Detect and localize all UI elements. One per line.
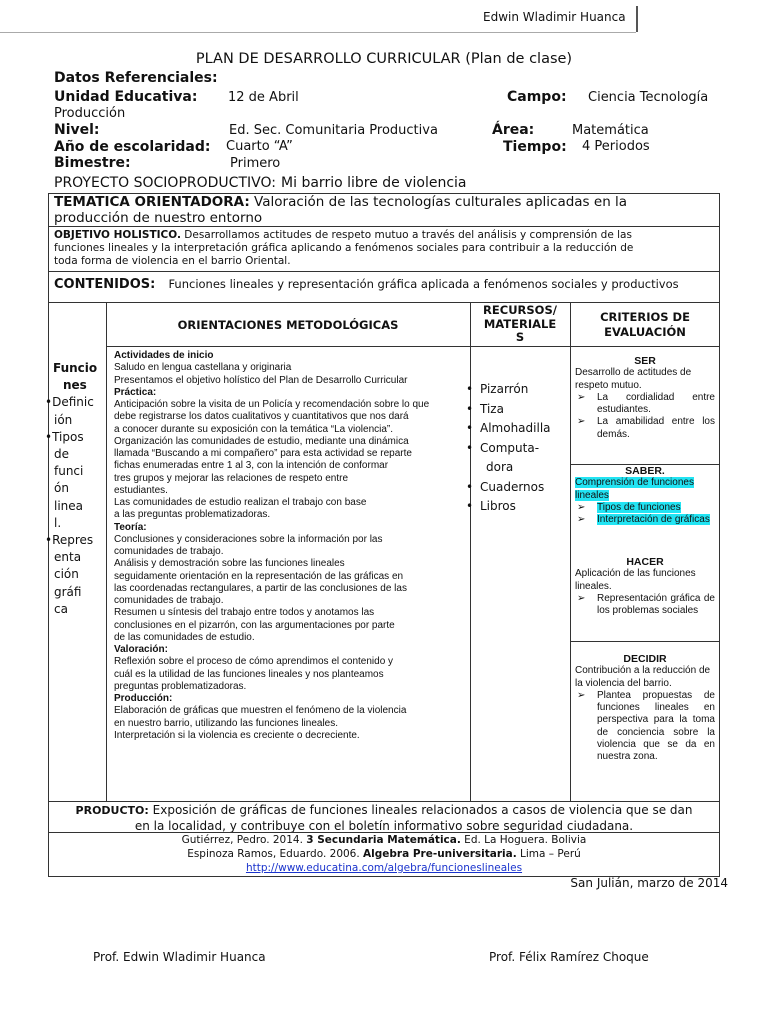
bullet-icon: • [466, 440, 474, 455]
recurso-item [466, 400, 551, 420]
header-author: Edwin Wladimir Huanca [483, 10, 626, 24]
criterio-item-text: La amabilidad entre los demás. [597, 416, 715, 440]
contenidos-label: CONTENIDOS: [54, 277, 156, 292]
header-divider [636, 6, 638, 32]
firma-left: Prof. Edwin Wladimir Huanca [93, 950, 266, 964]
funcion-item-text: Tipos [52, 429, 84, 444]
criterio-saber [575, 465, 715, 526]
recurso-label: Pizarrón [480, 382, 529, 396]
bullet-icon: • [45, 429, 53, 444]
funcion-item-line: ca [54, 601, 68, 616]
bullet-icon: • [466, 479, 474, 494]
criterios-divider-2 [570, 641, 720, 642]
recurso-item [466, 380, 551, 400]
actividad-heading: Práctica: [114, 386, 157, 398]
actividad-line: las coordenadas rectangulares, a partir de las conclusiones de las [114, 582, 407, 594]
actividad-line: llamada “Buscando a mi compañero” para esta actividad se reparte [114, 448, 412, 459]
anio-label: Año de escolaridad: [54, 139, 211, 155]
arrow-bullet-icon: ➢ [577, 416, 586, 428]
col-divider-1 [106, 302, 107, 802]
recurso-label: dora [486, 460, 514, 474]
bimestre-value: Primero [230, 156, 281, 171]
producto-label: PRODUCTO: [75, 804, 149, 817]
header-orientaciones: ORIENTACIONES METODOLÓGICAS [177, 318, 399, 332]
anio-value: Cuarto “A” [226, 139, 293, 154]
decidir-title: DECIDIR [623, 653, 667, 665]
nivel-value: Ed. Sec. Comunitaria Productiva [229, 123, 438, 138]
bullet-icon: • [466, 401, 474, 416]
actividad-line: Análisis y demostración sobre las funciones lineales [114, 558, 345, 570]
campo-value: Ciencia Tecnología [588, 90, 709, 105]
unidad-value: 12 de Abril [228, 90, 299, 105]
actividad-line: cuál es la utilidad de las funciones lineales y nos planteamos [114, 668, 384, 680]
recurso-item [466, 478, 551, 498]
funcion-item-line: linea [54, 498, 84, 513]
ref-2-post: Lima – Perú [516, 848, 581, 860]
actividad-line: seguidamente orientación en la representación de las gráficas en [114, 570, 404, 582]
criterio-item [575, 502, 715, 514]
funcion-item-text: Definic [52, 395, 94, 410]
recurso-item [466, 439, 551, 459]
tematica-label: TEMATICA ORIENTADORA: [54, 194, 250, 210]
funcion-item-line: de [54, 447, 69, 462]
actividad-line: a conocer durante su exposición con la temática “La violencia”. [114, 423, 394, 435]
ref-1-bold: 3 Secundaria Matemática. [306, 834, 461, 846]
ref-link-row [0, 862, 768, 875]
criterio-item-text: La cordialidad entre estudiantes. [597, 391, 715, 416]
producto-text [48, 803, 720, 833]
hacer-text: Aplicación de las funciones lineales. [575, 568, 696, 592]
ref-2-pre: Espinoza Ramos, Eduardo. 2006. [187, 848, 364, 860]
actividad-line: Anticipación sobre la visita de un Policía y recomendación sobre lo que [114, 399, 430, 410]
recurso-label: Computa- [480, 440, 540, 455]
arrow-bullet-icon: ➢ [577, 501, 586, 513]
actividad-line: a las preguntas problematizadoras. [114, 509, 271, 521]
funcion-item-line: gráfi [54, 584, 82, 599]
criterio-item [575, 416, 715, 441]
funcion-item-text: Repres [52, 533, 94, 548]
objetivo-line2: funciones lineales y la interpretación gráfica aplicando a fenómenos sociales para contribuir a la reducción de [54, 242, 634, 255]
criterio-item [575, 690, 715, 764]
actividad-line: Elaboración de gráficas que muestren el fenómeno de la violencia [114, 705, 407, 717]
tematica-text [54, 195, 627, 226]
header-rule [0, 32, 636, 33]
actividad-line: Resumen u síntesis del trabajo entre todos y anotamos las [114, 607, 375, 619]
actividad-line: preguntas problematizadoras. [114, 680, 247, 692]
bullet-icon: • [45, 395, 53, 410]
actividad-line: conclusiones en el pizarrón, con las argumentaciones por parte [114, 619, 395, 631]
fecha: San Julián, marzo de 2014 [570, 876, 728, 890]
criterio-item [575, 392, 715, 417]
recurso-label: Tiza [480, 401, 504, 416]
ref-link[interactable]: http://www.educatina.com/algebra/funcioneslineales [245, 862, 523, 874]
producto-line1: Exposición de gráficas de funciones lineales relacionados a casos de violencia que se dan [152, 803, 693, 817]
decidir-items [575, 690, 715, 764]
criterio-item-text: Interpretación de gráficas [597, 514, 710, 526]
ref-1-post: Ed. La Hoguera. Bolivia [460, 834, 587, 846]
arrow-bullet-icon: ➢ [577, 514, 586, 526]
objetivo-text [54, 229, 714, 269]
header-criterios-2: EVALUACIÓN [604, 324, 686, 339]
ser-title: SER [634, 355, 656, 367]
funcion-item-line: ión [54, 412, 73, 427]
criterio-item-text: Representación gráfica de los problemas sociales [597, 592, 715, 617]
recurso-label: Libros [480, 499, 516, 513]
recurso-item [466, 497, 551, 517]
actividad-heading: Actividades de inicio [114, 350, 214, 361]
tiempo-value: 4 Periodos [582, 139, 650, 154]
recurso-label: Cuadernos [480, 479, 545, 494]
recursos-list [466, 380, 551, 517]
funciones-items [46, 394, 104, 618]
objetivo-line3: toda forma de violencia en el barrio Oriental. [54, 255, 291, 268]
producto-line2: en la localidad, y contribuye con el boletín informativo sobre seguridad ciudadana. [134, 818, 634, 833]
objetivo-line1: Desarrollamos actitudes de respeto mutuo a través del análisis y comprensión de las [184, 229, 632, 241]
contenidos-value: Funciones lineales y representación gráfica aplicada a fenómenos sociales y productivos [168, 277, 679, 291]
saber-title: SABER. [625, 465, 665, 477]
bullet-icon: • [466, 382, 474, 396]
actividad-line: comunidades de trabajo. [114, 595, 224, 606]
recurso-label: Almohadilla [480, 421, 551, 435]
hacer-title: HACER [626, 556, 664, 568]
ser-items [575, 392, 715, 441]
actividad-line: Las comunidades de estudio realizan el trabajo con base [114, 497, 367, 508]
saber-items [575, 502, 715, 527]
actividad-line: debe registrarse los datos cualitativos y cuantitativos que nos dará [114, 411, 409, 423]
actividad-heading: Valoración: [114, 644, 168, 655]
firma-right: Prof. Félix Ramírez Choque [489, 950, 649, 964]
actividades-text [114, 350, 462, 742]
actividad-line: Conclusiones y consideraciones sobre la información por las [114, 533, 383, 545]
criterio-item [575, 593, 715, 618]
col-divider-2 [470, 302, 471, 802]
actividad-line: tres grupos y mejorar las relaciones de respeto entre [114, 472, 349, 484]
funcion-item-line [45, 429, 104, 446]
actividad-line: estudiantes. [114, 484, 168, 496]
funcion-item-line: ón [54, 481, 69, 496]
ref-1-pre: Gutiérrez, Pedro. 2014. [181, 834, 307, 846]
criterio-hacer [575, 556, 715, 617]
criterio-decidir [575, 653, 715, 764]
header-recursos [470, 304, 570, 345]
actividad-line: de las comunidades de estudio. [114, 631, 255, 643]
ref-2-bold: Algebra Pre-universitaria. [363, 848, 517, 860]
actividad-line: fichas enumeradas entre 1 al 3, con la intención de conformar [114, 460, 389, 472]
unidad-label: Unidad Educativa: [54, 89, 198, 105]
actividad-line: Saludo en lengua castellana y originaria [114, 362, 292, 374]
header-divider-row [106, 346, 720, 347]
ref-2 [0, 848, 768, 861]
funcion-item-line: ción [54, 567, 79, 582]
campo-value-cont: Producción [54, 106, 126, 121]
tiempo-label: Tiempo: [503, 139, 567, 155]
bullet-icon: • [466, 499, 474, 513]
ref-1 [0, 834, 768, 847]
funcion-item-line [45, 394, 104, 411]
arrow-bullet-icon: ➢ [577, 689, 586, 701]
nivel-label: Nivel: [54, 122, 100, 138]
col-divider-3 [570, 302, 571, 802]
bullet-icon: • [466, 421, 474, 435]
proyecto-value: Mi barrio libre de violencia [281, 175, 467, 191]
criterio-item-text: Plantea propuestas de funciones lineales en perspectiva para la toma de conciencia sobre la violencia que se da en nuestra zona. [597, 689, 715, 763]
funciones-title-1: Funcio [53, 361, 98, 375]
arrow-bullet-icon: ➢ [577, 391, 586, 403]
header-criterios [570, 310, 720, 339]
tematica-value1: Valoración de las tecnologías culturales aplicadas en la [254, 194, 628, 210]
proyecto-row [54, 172, 467, 191]
criterio-item-text: Tipos de funciones [597, 501, 681, 513]
header-criterios-1: CRITERIOS DE [600, 310, 690, 324]
header-recursos-2: MATERIALE [483, 316, 557, 331]
actividad-line: Presentamos el objetivo holístico del Plan de Desarrollo Curricular [114, 374, 408, 386]
area-value: Matemática [572, 123, 649, 138]
funciones-list [46, 360, 104, 618]
funciones-title-2: nes [63, 378, 87, 393]
actividad-heading: Teoría: [114, 521, 147, 533]
contenidos-row [54, 273, 679, 292]
actividad-line: comunidades de trabajo. [114, 546, 224, 557]
funcion-item-line [45, 532, 104, 549]
actividad-heading: Producción: [114, 693, 173, 704]
criterio-ser [575, 355, 715, 441]
hacer-items [575, 593, 715, 618]
datos-heading: Datos Referenciales: [54, 70, 218, 86]
actividad-line: en nuestro barrio, utilizando las funciones lineales. [114, 717, 339, 729]
saber-text: Comprensión de funciones lineales [575, 477, 694, 501]
bullet-icon: • [45, 533, 53, 548]
header-recursos-3: S [515, 330, 525, 344]
decidir-text: Contribución a la reducción de la violencia del barrio. [575, 665, 711, 689]
document-title: PLAN DE DESARROLLO CURRICULAR (Plan de clase) [195, 51, 573, 67]
funcion-item-line: l. [54, 515, 62, 530]
tematica-value2: producción de nuestro entorno [54, 209, 263, 226]
campo-label: Campo: [507, 89, 567, 105]
arrow-bullet-icon: ➢ [577, 592, 586, 604]
actividad-line: Reflexión sobre el proceso de cómo aprendimos el contenido y [114, 656, 394, 668]
proyecto-label: PROYECTO SOCIOPRODUCTIVO: [54, 175, 276, 191]
recurso-item [466, 419, 551, 439]
funcion-item-line: funci [54, 464, 84, 479]
actividad-line: Interpretación si la violencia es creciente o decreciente. [114, 729, 360, 741]
bimestre-label: Bimestre: [54, 155, 131, 171]
actividad-line: Organización las comunidades de estudio, mediante una dinámica [114, 435, 409, 447]
ser-text: Desarrollo de actitudes de respeto mutuo. [575, 367, 692, 391]
criterio-item [575, 514, 715, 526]
objetivo-label: OBJETIVO HOLISTICO. [54, 229, 181, 241]
area-label: Área: [492, 122, 535, 138]
recurso-item [466, 458, 551, 478]
funcion-item-line: enta [54, 550, 82, 565]
header-recursos-1: RECURSOS/ [483, 303, 557, 317]
